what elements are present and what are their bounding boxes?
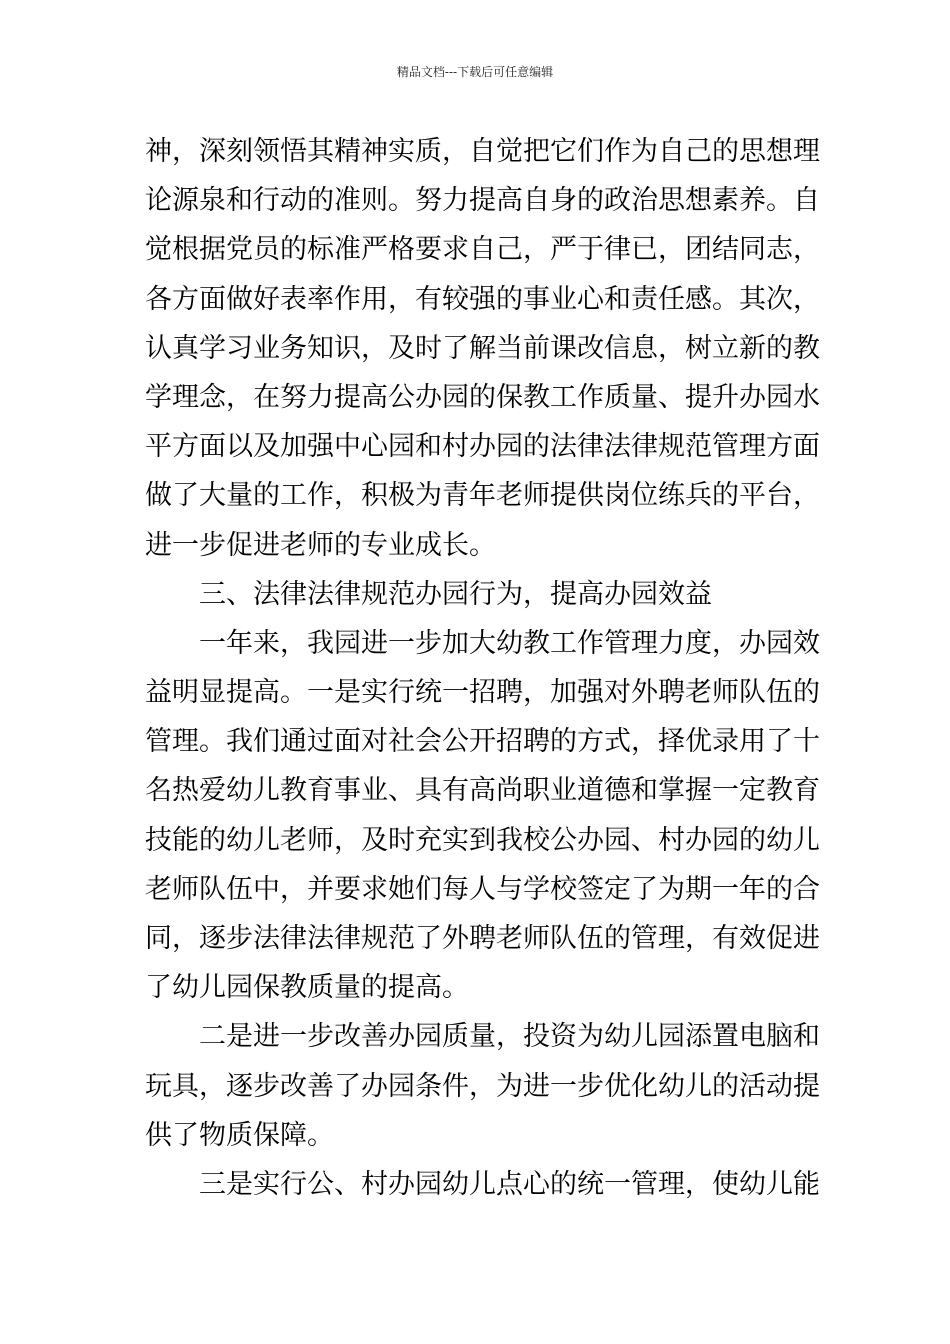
text-line: 学理念，在努力提高公办园的保教工作质量、提升办园水 xyxy=(145,381,820,413)
text-line: 论源泉和行动的准则。努力提高自身的政治思想素养。自 xyxy=(145,185,820,217)
text-line: 了幼儿园保教质量的提高。 xyxy=(145,972,469,1004)
text-line: 神，深刻领悟其精神实质，自觉把它们作为自己的思想理 xyxy=(145,136,820,167)
text-line: 同，逐步法律法律规范了外聘老师队伍的管理，有效促进 xyxy=(145,923,820,954)
text-line: 认真学习业务知识，及时了解当前课改信息，树立新的教 xyxy=(145,332,820,364)
section-heading: 三、法律法律规范办园行为，提高办园效益 xyxy=(199,578,712,610)
text-line: 平方面以及加强中心园和村办园的法律法律规范管理方面 xyxy=(145,431,820,463)
text-line: 益明显提高。一是实行统一招聘，加强对外聘老师队伍的 xyxy=(145,677,820,709)
text-line: 玩具，逐步改善了办园条件，为进一步优化幼儿的活动提 xyxy=(145,1070,820,1102)
text-line: 觉根据党员的标准严格要求自己，严于律已，团结同志， xyxy=(145,234,820,266)
text-line: 各方面做好表率作用，有较强的事业心和责任感。其次， xyxy=(145,283,820,315)
text-line: 技能的幼儿老师，及时充实到我校公办园、村办园的幼儿 xyxy=(145,824,820,856)
text-line: 老师队伍中，并要求她们每人与学校签定了为期一年的合 xyxy=(145,873,820,905)
text-line: 做了大量的工作，积极为青年老师提供岗位练兵的平台， xyxy=(145,480,820,512)
text-line: 名热爱幼儿教育事业、具有高尚职业道德和掌握一定教育 xyxy=(145,775,820,807)
text-line: 供了物质保障。 xyxy=(145,1119,334,1151)
page-header: 精品文档---下载后可任意编辑 xyxy=(396,65,554,79)
text-line: 二是进一步改善办园质量，投资为幼儿园添置电脑和 xyxy=(199,1021,820,1053)
text-line: 管理。我们通过面对社会公开招聘的方式，择优录用了十 xyxy=(145,726,820,758)
document-body xyxy=(145,127,820,1209)
text-line: 三是实行公、村办园幼儿点心的统一管理，使幼儿能 xyxy=(199,1168,820,1200)
text-line: 一年来，我园进一步加大幼教工作管理力度，办园效 xyxy=(199,627,820,659)
text-line: 进一步促进老师的专业成长。 xyxy=(145,529,496,561)
